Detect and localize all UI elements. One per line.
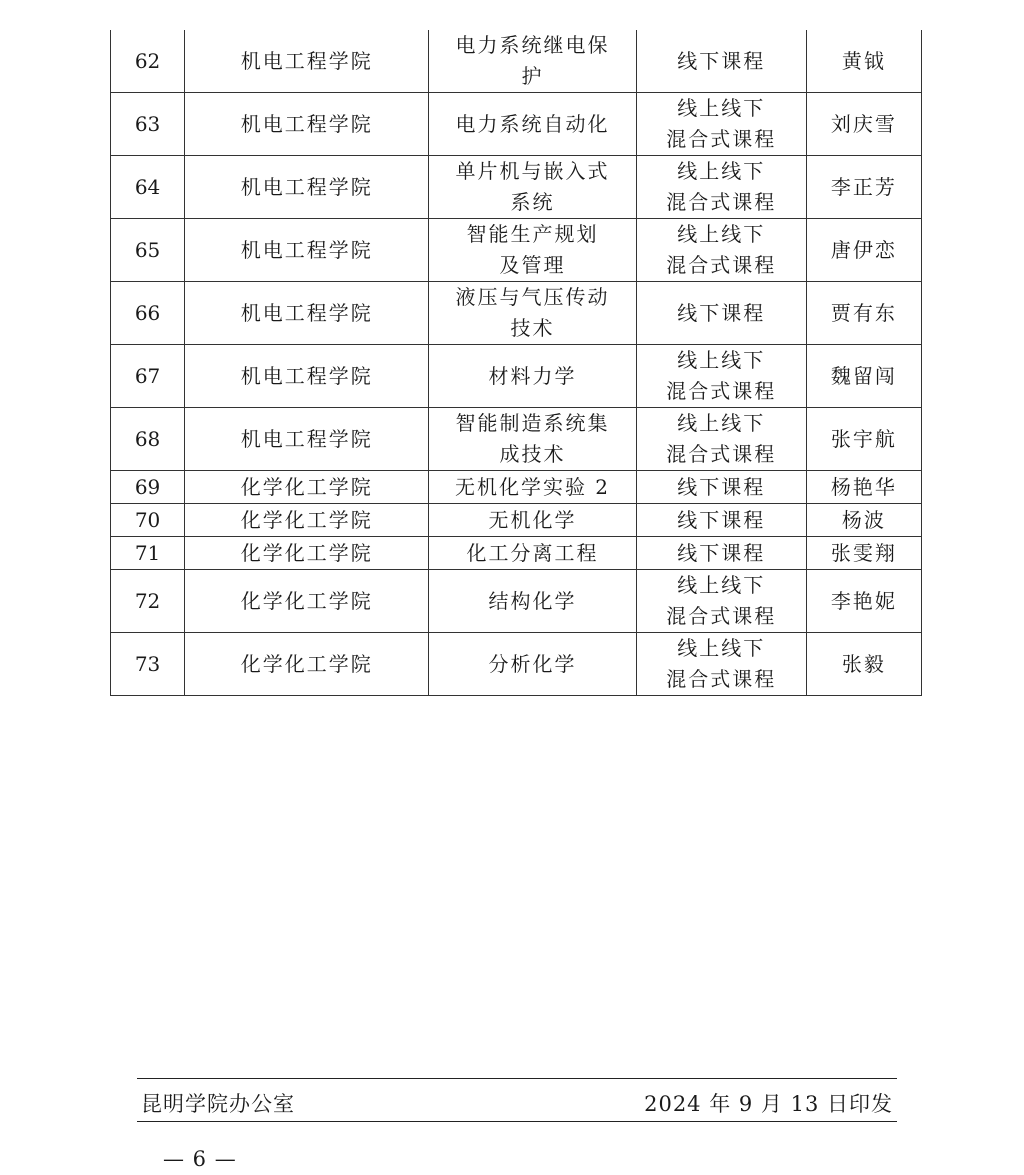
cell-course-name xyxy=(429,30,636,93)
cell-teacher xyxy=(806,471,921,504)
cell-text: 李正芳 xyxy=(830,174,897,199)
cell-line: 混合式课程 xyxy=(666,442,777,466)
cell-text: 机电工程学院 xyxy=(240,300,373,325)
cell-number xyxy=(111,570,185,633)
cell-text: 魏留闯 xyxy=(830,363,897,388)
cell-text: 69 xyxy=(134,475,161,499)
cell-course-name xyxy=(429,219,636,282)
cell-teacher xyxy=(806,282,921,345)
cell-course-type xyxy=(636,282,806,345)
cell-text: 66 xyxy=(134,300,161,325)
cell-text: 刘庆雪 xyxy=(830,111,897,136)
cell-text: 化学化工学院 xyxy=(240,508,373,532)
table-row xyxy=(111,408,922,471)
table-row xyxy=(111,633,922,696)
cell-line: 液压与气压传动 xyxy=(455,285,610,309)
cell-text: 化学化工学院 xyxy=(240,541,373,565)
cell-course-type xyxy=(636,504,806,537)
cell-course-name xyxy=(429,537,636,570)
cell-line: 混合式课程 xyxy=(666,667,777,691)
cell-college xyxy=(185,570,429,633)
cell-text: 64 xyxy=(134,174,161,199)
cell-teacher xyxy=(806,504,921,537)
cell-line: 分析化学 xyxy=(488,651,577,676)
cell-number xyxy=(111,471,185,504)
table-row xyxy=(111,471,922,504)
cell-line: 线下课程 xyxy=(677,48,766,73)
table-row xyxy=(111,30,922,93)
cell-course-type xyxy=(636,537,806,570)
cell-line: 线上线下 xyxy=(677,348,766,372)
cell-line: 无机化学实验 2 xyxy=(454,475,611,499)
cell-course-name xyxy=(429,282,636,345)
cell-line: 无机化学 xyxy=(488,508,577,532)
cell-course-name xyxy=(429,504,636,537)
cell-course-name xyxy=(429,156,636,219)
cell-text: 65 xyxy=(134,237,161,262)
cell-number xyxy=(111,282,185,345)
cell-course-type xyxy=(636,93,806,156)
cell-line: 线上线下 xyxy=(677,636,766,660)
cell-line: 混合式课程 xyxy=(666,253,777,277)
cell-teacher xyxy=(806,219,921,282)
table-row xyxy=(111,156,922,219)
table-row xyxy=(111,93,922,156)
cell-text: 李艳妮 xyxy=(830,588,897,613)
cell-text: 杨艳华 xyxy=(830,475,897,499)
cell-text: 化学化工学院 xyxy=(240,475,373,499)
cell-line: 混合式课程 xyxy=(666,190,777,214)
cell-line: 材料力学 xyxy=(488,363,577,388)
cell-college xyxy=(185,345,429,408)
cell-college xyxy=(185,93,429,156)
cell-line: 电力系统继电保 xyxy=(455,33,610,57)
cell-course-type xyxy=(636,219,806,282)
cell-line: 线上线下 xyxy=(677,411,766,435)
cell-course-type xyxy=(636,570,806,633)
cell-line: 线下课程 xyxy=(677,475,766,499)
cell-text: 63 xyxy=(134,111,161,136)
cell-teacher xyxy=(806,408,921,471)
cell-course-name xyxy=(429,408,636,471)
cell-college xyxy=(185,156,429,219)
cell-line: 线上线下 xyxy=(677,96,766,120)
cell-course-type xyxy=(636,156,806,219)
cell-number xyxy=(111,93,185,156)
table-row xyxy=(111,537,922,570)
cell-number xyxy=(111,537,185,570)
cell-course-name xyxy=(429,345,636,408)
cell-text: 机电工程学院 xyxy=(240,48,373,73)
cell-teacher xyxy=(806,30,921,93)
cell-text: 机电工程学院 xyxy=(240,174,373,199)
cell-text: 机电工程学院 xyxy=(240,426,373,451)
cell-text: 62 xyxy=(134,48,161,73)
cell-line: 系统 xyxy=(510,190,555,214)
cell-line: 智能制造系统集 xyxy=(455,411,610,435)
cell-text: 68 xyxy=(134,426,161,451)
cell-number xyxy=(111,156,185,219)
cell-college xyxy=(185,633,429,696)
cell-line: 结构化学 xyxy=(488,588,577,613)
cell-text: 张毅 xyxy=(841,651,886,676)
cell-number xyxy=(111,345,185,408)
cell-teacher xyxy=(806,633,921,696)
cell-text: 黄钺 xyxy=(841,48,886,73)
cell-college xyxy=(185,282,429,345)
cell-teacher xyxy=(806,156,921,219)
issuing-office: 昆明学院办公室 xyxy=(141,1092,295,1116)
cell-line: 单片机与嵌入式 xyxy=(455,159,610,183)
cell-text: 化学化工学院 xyxy=(240,651,373,676)
cell-college xyxy=(185,219,429,282)
cell-text: 67 xyxy=(134,363,161,388)
cell-course-type xyxy=(636,408,806,471)
cell-teacher xyxy=(806,345,921,408)
cell-text: 张宇航 xyxy=(830,426,897,451)
cell-line: 成技术 xyxy=(499,442,566,466)
cell-course-name xyxy=(429,633,636,696)
cell-text: 张雯翔 xyxy=(830,541,897,565)
cell-line: 线下课程 xyxy=(677,508,766,532)
table-row xyxy=(111,345,922,408)
table-row xyxy=(111,504,922,537)
cell-line: 线下课程 xyxy=(677,541,766,565)
table-row xyxy=(111,570,922,633)
cell-text: 机电工程学院 xyxy=(240,237,373,262)
cell-line: 智能生产规划 xyxy=(466,222,599,246)
table-row xyxy=(111,219,922,282)
cell-course-name xyxy=(429,93,636,156)
cell-course-type xyxy=(636,633,806,696)
cell-line: 及管理 xyxy=(499,253,566,277)
cell-line: 混合式课程 xyxy=(666,604,777,628)
cell-line: 线下课程 xyxy=(677,300,766,325)
cell-line: 技术 xyxy=(510,316,555,340)
cell-college xyxy=(185,408,429,471)
cell-line: 线上线下 xyxy=(677,159,766,183)
cell-number xyxy=(111,504,185,537)
cell-text: 71 xyxy=(134,541,161,565)
cell-text: 72 xyxy=(134,588,161,613)
cell-text: 贾有东 xyxy=(830,300,897,325)
page-number: — 6 — xyxy=(163,1147,237,1171)
cell-line: 混合式课程 xyxy=(666,379,777,403)
cell-course-type xyxy=(636,30,806,93)
cell-line: 电力系统自动化 xyxy=(455,111,610,136)
table-row xyxy=(111,282,922,345)
cell-college xyxy=(185,537,429,570)
cell-college xyxy=(185,30,429,93)
cell-course-name xyxy=(429,471,636,504)
cell-number xyxy=(111,633,185,696)
cell-text: 73 xyxy=(134,651,161,676)
cell-course-type xyxy=(636,471,806,504)
course-table xyxy=(110,30,922,696)
document-footer xyxy=(137,1078,897,1122)
cell-teacher xyxy=(806,537,921,570)
cell-text: 机电工程学院 xyxy=(240,363,373,388)
cell-college xyxy=(185,504,429,537)
cell-line: 线上线下 xyxy=(677,573,766,597)
cell-line: 护 xyxy=(521,64,544,88)
cell-course-type xyxy=(636,345,806,408)
cell-text: 70 xyxy=(134,508,161,532)
cell-teacher xyxy=(806,570,921,633)
cell-number xyxy=(111,30,185,93)
cell-text: 机电工程学院 xyxy=(240,111,373,136)
cell-text: 化学化工学院 xyxy=(240,588,373,613)
cell-line: 化工分离工程 xyxy=(466,541,599,565)
cell-number xyxy=(111,408,185,471)
table-body xyxy=(111,30,922,696)
cell-line: 混合式课程 xyxy=(666,127,777,151)
issue-date: 2024 年 9 月 13 日印发 xyxy=(644,1092,893,1116)
cell-teacher xyxy=(806,93,921,156)
cell-line: 线上线下 xyxy=(677,222,766,246)
cell-college xyxy=(185,471,429,504)
cell-text: 杨波 xyxy=(841,508,886,532)
cell-text: 唐伊恋 xyxy=(830,237,897,262)
cell-number xyxy=(111,219,185,282)
cell-course-name xyxy=(429,570,636,633)
